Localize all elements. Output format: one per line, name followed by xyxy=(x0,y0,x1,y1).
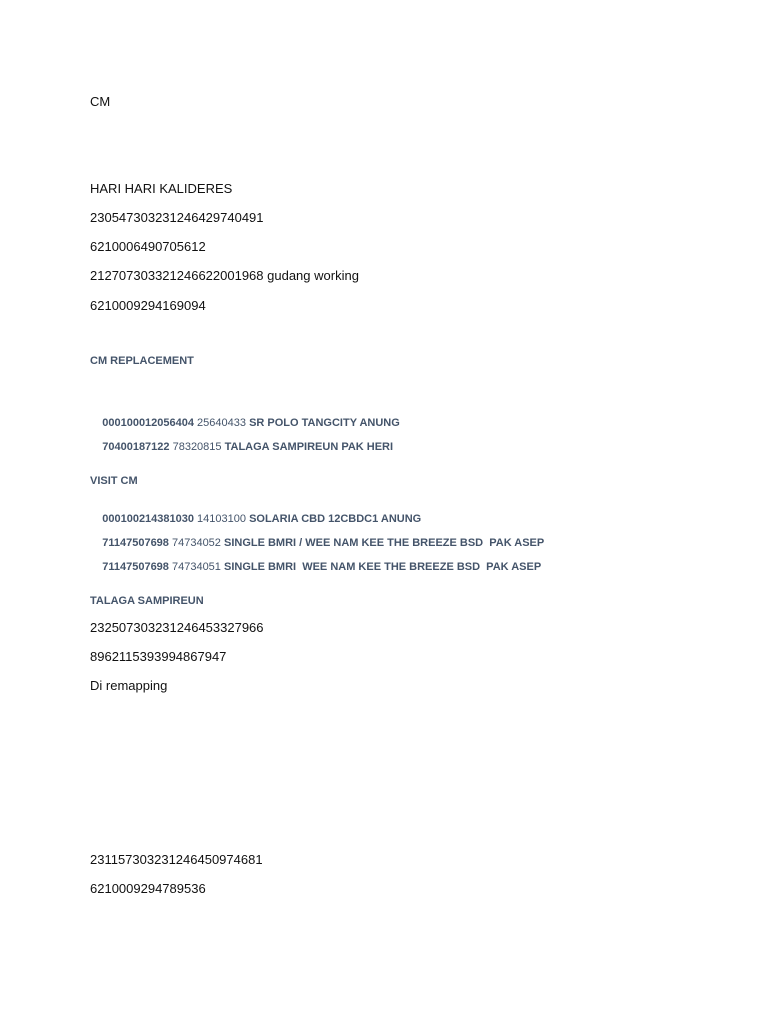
row-description: SINGLE BMRI WEE NAM KEE THE BREEZE BSD PAK ASEP xyxy=(223,561,542,573)
kalideres-line-1: 230547303231246429740491 xyxy=(90,210,264,225)
row-description: SR POLO TANGCITY ANUNG xyxy=(249,417,400,429)
row-id: 70400187122 xyxy=(102,441,170,453)
kalideres-line-4: 6210009294169094 xyxy=(90,298,206,313)
kalideres-line-2: 6210006490705612 xyxy=(90,239,206,254)
row-description: TALAGA SAMPIREUN PAK HERI xyxy=(224,441,394,453)
row-id: 000100012056404 xyxy=(102,417,194,429)
row-description: SOLARIA CBD 12CBDC1 ANUNG xyxy=(249,513,422,525)
row-id: 000100214381030 xyxy=(102,513,194,525)
talaga-title: TALAGA SAMPIREUN xyxy=(90,595,204,607)
heading-cm: CM xyxy=(90,94,111,109)
row-id: 71147507698 xyxy=(102,561,169,573)
cm-replacement-row xyxy=(90,426,393,468)
cm-replacement-title: CM REPLACEMENT xyxy=(90,355,194,367)
footer-line-1: 231157303231246450974681 xyxy=(90,852,263,867)
footer-line-2: 6210009294789536 xyxy=(90,881,206,896)
talaga-line-2: 8962115393994867947 xyxy=(90,649,227,664)
kalideres-title: HARI HARI KALIDERES xyxy=(90,181,233,196)
row-number: 78320815 xyxy=(169,441,225,453)
row-description: SINGLE BMRI / WEE NAM KEE THE BREEZE BSD PAK ASEP xyxy=(223,537,545,549)
row-number: 74734051 xyxy=(168,561,224,573)
visit-cm-row xyxy=(90,546,541,588)
kalideres-line-3: 212707303321246622001968 gudang working xyxy=(90,268,359,283)
talaga-line-1: 232507303231246453327966 xyxy=(90,620,264,635)
row-number: 25640433 xyxy=(194,417,250,429)
talaga-line-3: Di remapping xyxy=(90,678,168,693)
row-number: 14103100 xyxy=(194,513,250,525)
visit-cm-title: VISIT CM xyxy=(90,475,138,487)
row-id: 71147507698 xyxy=(102,537,169,549)
row-number: 74734052 xyxy=(168,537,224,549)
